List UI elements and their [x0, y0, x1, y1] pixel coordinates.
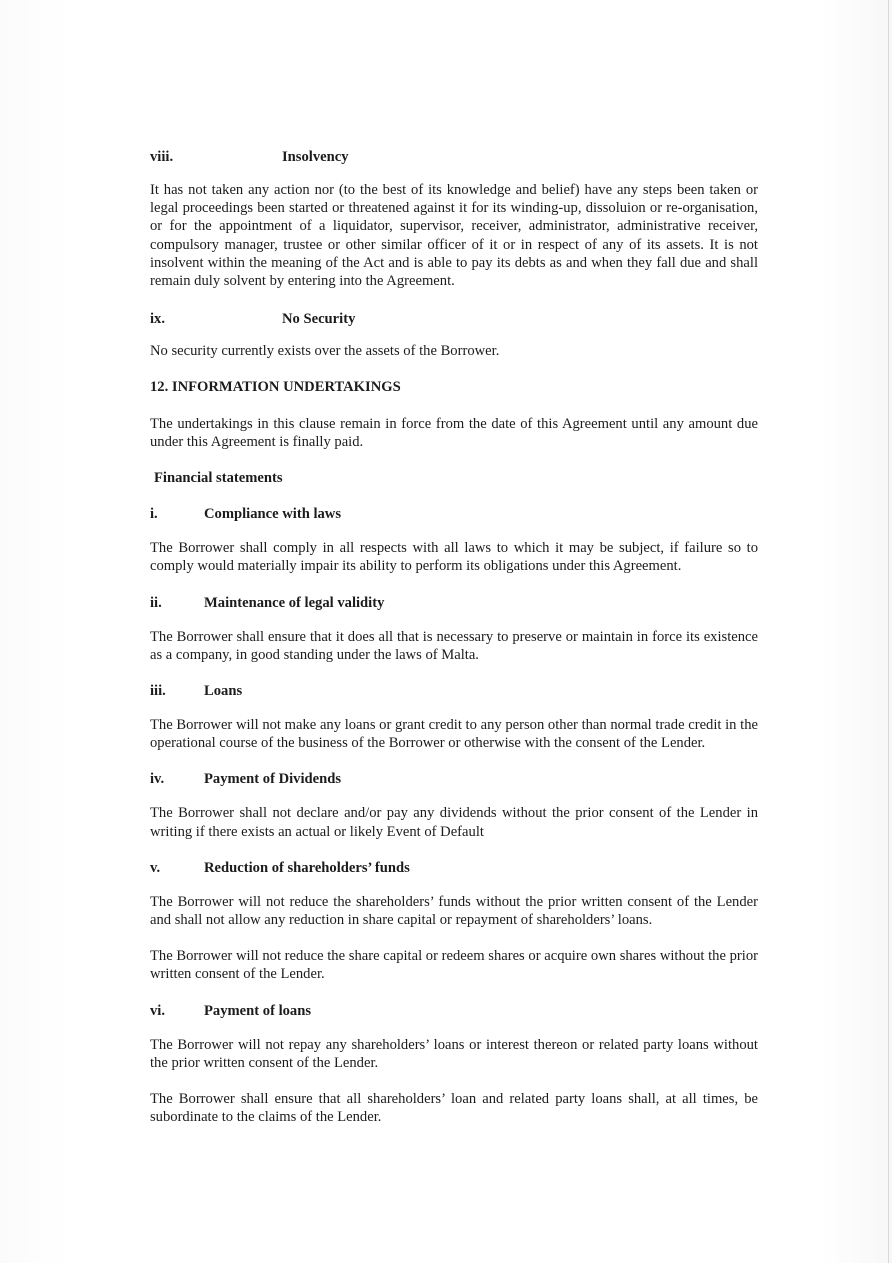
- page-edge: [888, 0, 889, 1263]
- item-heading: [150, 680, 758, 700]
- section-heading-insolvency: [150, 146, 758, 166]
- item-paragraph: The Borrower shall comply in all respects with all laws to which it may be subject, if failure so to comply would materially impair its ability to perform its obligations under this Agreement.: [150, 540, 758, 575]
- document-body: [150, 146, 758, 1126]
- item-heading: [150, 768, 758, 788]
- item-heading: [150, 503, 758, 523]
- clause-intro: The undertakings in this clause remain in force from the date of this Agreement until any amount due under this Agreement is finally paid.: [150, 415, 758, 450]
- item-number: v.: [150, 859, 161, 876]
- item-paragraph: The Borrower will not repay any shareholders’ loans or interest thereon or related party loans without the prior written consent of the Lender.: [150, 1036, 758, 1071]
- item-title: Payment of loans: [204, 1002, 312, 1019]
- item-title: Maintenance of legal validity: [204, 594, 385, 611]
- item-number: ii.: [150, 594, 162, 611]
- item-heading: [150, 857, 758, 877]
- item-number: iv.: [150, 771, 165, 788]
- item-title: Loans: [204, 683, 243, 700]
- item-paragraph: The Borrower will not make any loans or grant credit to any person other than normal trade credit in the operational course of the business of the Borrower or otherwise with the consent of the Lender.: [150, 717, 758, 752]
- section-title: No Security: [282, 311, 356, 328]
- item-paragraph: The Borrower will not reduce the shareholders’ funds without the prior written consent of the Lender and shall not allow any reduction in share capital or repayment of shareholders’ loans.: [150, 893, 758, 929]
- item-heading: [150, 592, 758, 612]
- insolvency-paragraph: It has not taken any action nor (to the best of its knowledge and belief) have any steps been taken or legal proceedings been started or threatened against it for its winding-up, dissoluion or re-organisation, or for the appointment of a liquidator, supervisor, receiver, administrator, administrative receiver, compulsory manager, trustee or other similar officer of it or in respect of any of its assets. It is not insolvent within the meaning of the Act and is able to pay its debts as and when they fall due and shall remain duly solvent by entering into the Agreement.: [150, 182, 758, 290]
- item-title: Compliance with laws: [204, 506, 342, 523]
- item-heading: [150, 1000, 758, 1020]
- item-title: Reduction of shareholders’ funds: [204, 859, 410, 876]
- item-paragraph: The Borrower will not reduce the share capital or redeem shares or acquire own shares without the prior written consent of the Lender.: [150, 948, 758, 983]
- item-number: iii.: [150, 683, 166, 700]
- no-security-paragraph: No security currently exists over the assets of the Borrower.: [150, 343, 500, 360]
- item-title: Payment of Dividends: [204, 771, 342, 788]
- section-heading-no-security: [150, 308, 758, 328]
- section-title: Insolvency: [282, 149, 349, 165]
- item-paragraph: The Borrower shall ensure that it does all that is necessary to preserve or maintain in force its existence as a company, in good standing under the laws of Malta.: [150, 628, 758, 663]
- item-number: vi.: [150, 1002, 165, 1019]
- item-paragraph: The Borrower shall ensure that all shareholders’ loan and related party loans shall, at all times, be subordinate to the claims of the Lender.: [150, 1091, 758, 1126]
- item-number: i.: [150, 506, 158, 523]
- clause-heading: 12. INFORMATION UNDERTAKINGS: [150, 379, 401, 396]
- section-number: ix.: [150, 311, 165, 328]
- item-paragraph: The Borrower shall not declare and/or pay any dividends without the prior consent of the Lender in writing if there exists an actual or likely Event of Default: [150, 805, 758, 840]
- financial-statements-heading: Financial statements: [154, 470, 283, 487]
- section-number: viii.: [150, 149, 174, 165]
